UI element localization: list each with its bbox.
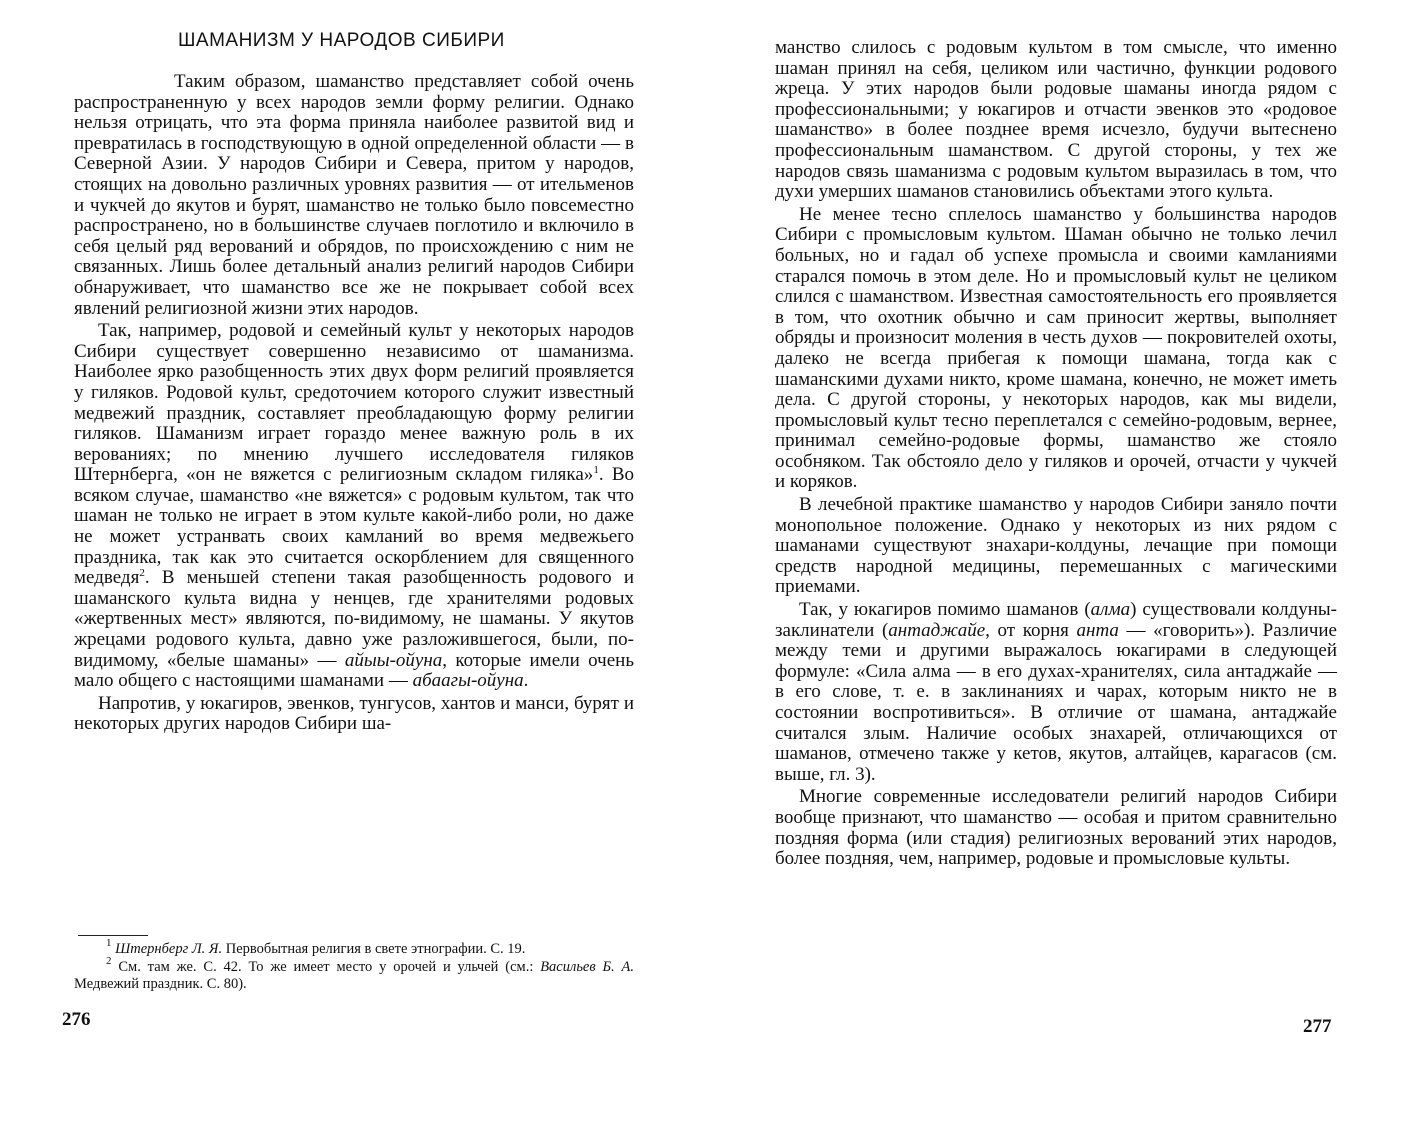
page-number: 276 [62, 1009, 91, 1030]
paragraph: Не менее тесно сплелось шаманство у большинства народов Сибири с промысловым культом. Шаман обычно не только лечил больных, но и гадал об успехе промысла и своими камланиями старался помочь в этом деле. Но и промысловый культ не целиком слился с шаманством. Известная самостоятельность его проявляется в том, что охотник обычно и сам приносит жертвы, выполняет обряды и произносит моления в честь духов — покровителей охоты, далеко не всегда прибегая к помощи шамана, тогда как с шаманскими духами никто, кроме шамана, конечно, не может иметь дела. С другой стороны, у некоторых народов, как мы видели, промысловый культ тесно переплетался с семейно-родовым, вернее, принимал семейно-родовые формы, шаманство же стояло особняком. Так обстояло дело у гиляков и орочей, отчасти у чукчей и коряков. [775, 203, 1337, 493]
italic-term: айыы-ойуна [344, 649, 443, 671]
right-body-text [775, 38, 1337, 870]
footnote-number: 2 [106, 954, 112, 967]
left-body-text [74, 72, 634, 735]
footnote-number: 1 [106, 937, 112, 949]
text-run: . Во всяком случае, шаманство «не вяжется» с родовым культом, так что шаман не только не играет в этом культе какой-либо роли, но даже не может устранвать своих камланий во время медвежьего праздника, так как это считается оскорблением для священного медведя [74, 464, 634, 589]
text-run: Так, у юкагиров помимо шаманов ( [799, 599, 1091, 621]
text-run: — «говорить»). Различие между теми и другими выражалось юкагирами в следующей формуле: «Сила алма — в его духах-хранителях, сила антаджайе — в его слове, т. е. в заклинаниях и чарах, которым никто не в состоянии воспротивиться». В отличие от шамана, антаджайе считался злым. Наличие особых знахарей, отличающихся от шаманов, отмечено также у кетов, якутов, алтайцев, карагасов (см. выше, гл. 3). [775, 619, 1337, 785]
text-run: , которые имели очень мало общего с настоящими шаманами — [74, 649, 634, 692]
text-run: Так, например, родовой и семейный культ у некоторых народов Сибири существует совершенно независимо от шаманизма. Наиболее ярко разобщенность этих двух форм религий проявляется у гиляков. Родовой культ, средоточием которого служит известный медвежий праздник, составляет преобладающую форму религии гиляков. Шаманизм играет гораздо менее важную роль в их верованиях; по мнению лучшего исследователя гиляков Штернберга, «он не вяжется с религиозным складом гиляка» [74, 320, 634, 486]
footnote-text: Первобытная религия в свете этнографии. С. 19. [225, 941, 526, 957]
footnote-ref: 1 [593, 464, 599, 477]
footnotes [74, 937, 635, 994]
footnote-text: См. там же. С. 42. То же имеет место у орочей и ульчей (см.: [118, 958, 541, 975]
running-head: ШАМАНИЗМ У НАРОДОВ СИБИРИ [178, 30, 505, 51]
text-run: от корня [989, 619, 1077, 641]
paragraph: манство слилось с родовым культом в том смысле, что именно шаман принял на себя, целиком или частично, функции родового жреца. У этих народов были родовые шаманы иногда рядом с профессиональными; у юкагиров и отчасти эвенков это «родовое шаманство» в более позднее время исчезло, будучи вытеснено профессиональным шаманством. С другой стороны, у тех же народов связь шаманизма с родовым культом выразилась в том, что духи умерших шаманов становились объектами этого культа. [775, 37, 1337, 203]
italic-term: алма [1090, 599, 1131, 621]
footnote-text: Медвежий праздник. С. 80). [74, 976, 247, 992]
italic-term: антаджайе, [888, 619, 990, 641]
page-number: 277 [1303, 1016, 1332, 1037]
paragraph: Таким образом, шаманство представляет собой очень распространенную у всех народов земли форму религии. Однако нельзя отрицать, что эта форма приняла наиболее развитой вид и превратилась в господствующую в одной определенной области — в Северной Азии. У народов Сибири и Севера, притом у народов, стоящих на довольно различных уровнях развития — от ительменов и чукчей до якутов и бурят, шаманство не только было повсеместно распространено, но в большинстве случаев поглотило и включило в себя целый ряд верований и обрядов, по происхождению с ним не связанных. Лишь более детальный анализ религий народов Сибири обнаруживает, что шаманство все же не покрывает собой всех явлений религиозной жизни этих народов. [74, 71, 634, 319]
italic-term: анта [1076, 619, 1119, 641]
text-run: ) существовали колдуны-заклинатели ( [775, 599, 1337, 641]
footnote [74, 937, 634, 959]
footnote [74, 954, 635, 994]
text-run: . В меньшей степени такая разобщенность родового и шаманского культа видна у ненцев, где хранителями родовых «жертвенных мест» являются, по-видимому, не шаманы. У якутов жрецами родового культа, давно уже разложившегося, были, по-видимому, «белые шаманы» — [74, 567, 634, 671]
footnote-author: Васильев Б. А. [540, 958, 635, 975]
footnote-ref: 2 [139, 567, 145, 580]
paragraph: Многие современные исследователи религий народов Сибири вообще признают, что шаманство — особая и притом сравнительно поздняя форма (или стадия) религиозных верований этих народов, более поздняя, чем, например, родовые и промысловые культы. [775, 786, 1337, 870]
italic-term: абаагы-ойуна [412, 670, 524, 692]
paragraph: В лечебной практике шаманство у народов Сибири заняло почти монопольное положение. Однако у некоторых из них рядом с шаманами существуют знахари-колдуны, лечащие при помощи средств народной медицины, перемешанных с магическими приемами. [775, 494, 1337, 598]
paragraph: Напротив, у юкагиров, эвенков, тунгусов, хантов и манси, бурят и некоторых других народов Сибири ша- [74, 692, 634, 735]
footnote-divider [78, 935, 148, 936]
paragraph [74, 321, 634, 692]
footnote-author: Штернберг Л. Я. [115, 941, 223, 957]
text-run: . [523, 670, 529, 692]
paragraph [775, 600, 1337, 785]
